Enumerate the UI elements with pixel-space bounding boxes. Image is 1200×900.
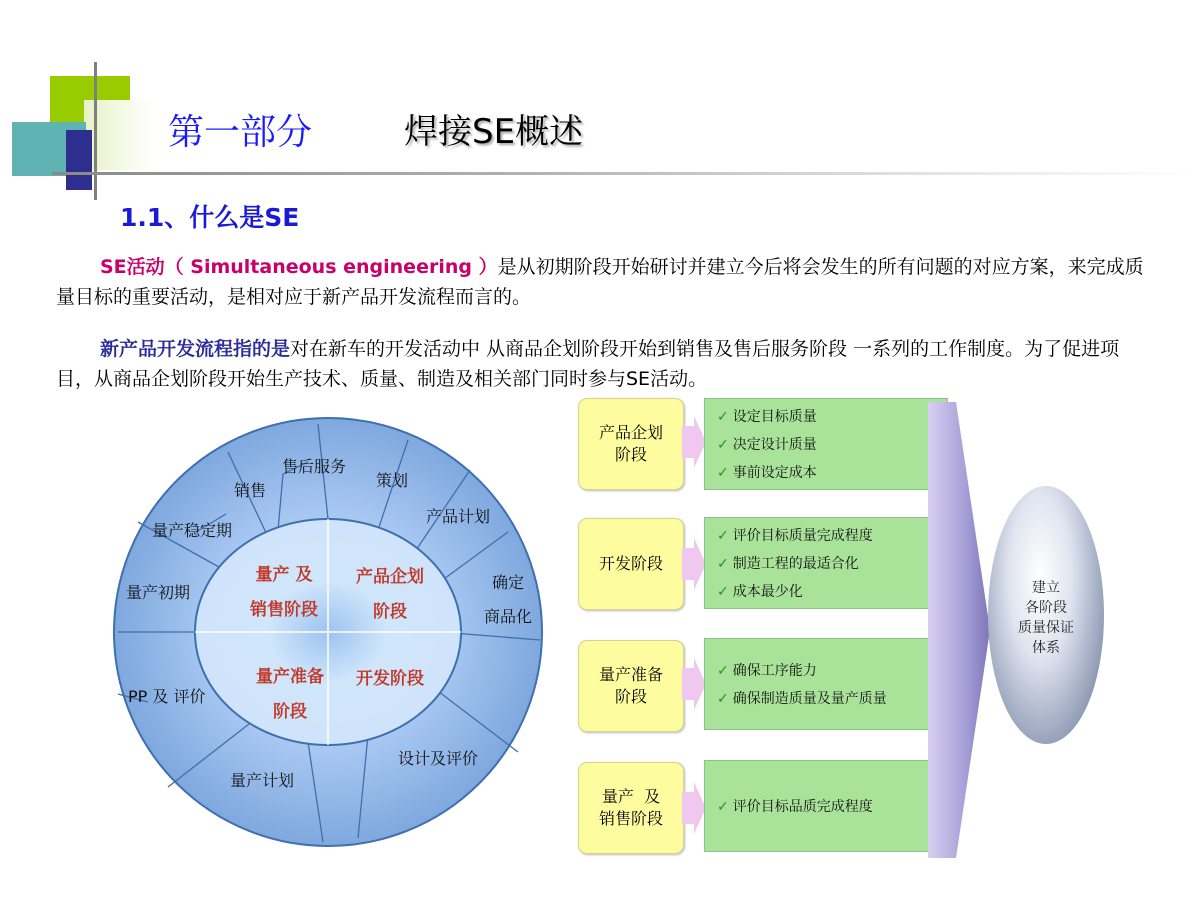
check-icon: ✓ [717, 409, 729, 425]
stage-3-items [704, 638, 948, 730]
inner-label-product-planning-line1: 产品企划 [356, 567, 424, 587]
header-horizontal-line [52, 172, 1200, 175]
check-icon: ✓ [717, 663, 729, 679]
cycle-label-early-mass: 量产初期 [126, 583, 191, 602]
stage-3-item [717, 657, 947, 685]
result-text [988, 578, 1104, 658]
stage-2-item-text: 成本最少化 [732, 584, 803, 600]
stage-1-item-text: 决定设计质量 [732, 437, 817, 453]
stage-1-name-line1: 产品企划 [598, 423, 663, 442]
process-cycle-diagram [108, 412, 548, 852]
stage-4-items [704, 760, 948, 852]
paragraph-1 [56, 252, 1146, 312]
stage-3-arrow [682, 658, 706, 710]
cycle-label-stable-mass: 量产稳定期 [152, 521, 233, 540]
stage-2-name-line1: 开发阶段 [598, 554, 663, 573]
result-line1: 建立 [1032, 580, 1060, 596]
check-icon: ✓ [717, 691, 729, 707]
inner-label-mass-prep-line1: 量产准备 [256, 667, 324, 687]
check-icon: ✓ [717, 465, 729, 481]
cycle-label-commercialize: 商品化 [484, 607, 533, 626]
stage-2-item [717, 522, 947, 550]
stage-box-mass-sales [578, 762, 684, 854]
stage-3-name-line2: 阶段 [614, 687, 647, 706]
cycle-label-planning: 策划 [376, 471, 409, 490]
stage-2-items [704, 517, 948, 609]
cycle-label-confirm: 确定 [492, 573, 525, 592]
deco-navy-block [66, 130, 92, 190]
converge-arrow [928, 400, 990, 860]
inner-label-mass-sales-line2: 销售阶段 [250, 600, 318, 620]
inner-label-mass-sales-line1: 量产 及 [255, 565, 313, 585]
inner-label-mass-prep-line2: 阶段 [273, 702, 307, 722]
result-line4: 体系 [1032, 640, 1060, 656]
paragraph-1-text: 是从初期阶段开始研讨并建立今后将会发生的所有问题的对应方案，来完成质量目标的重要活动，是相对应于新产品开发流程而言的。 [56, 256, 1144, 308]
stage-2-arrow [682, 538, 706, 590]
inner-label-mass-prep [256, 662, 324, 722]
inner-label-product-planning [356, 562, 424, 622]
check-icon: ✓ [717, 799, 729, 815]
stage-1-arrow [682, 416, 706, 468]
cycle-label-pp-eval: PP 及 评价 [128, 687, 206, 706]
stage-1-name-line2: 阶段 [614, 445, 647, 464]
check-icon: ✓ [717, 437, 729, 453]
check-icon: ✓ [717, 556, 729, 572]
stage-2-item [717, 550, 947, 578]
stage-box-product-planning [578, 398, 684, 490]
check-icon: ✓ [717, 528, 729, 544]
stage-4-name-line1: 量产 及 [601, 787, 661, 806]
result-line2: 各阶段 [1025, 600, 1067, 616]
stage-3-item [717, 685, 947, 713]
stage-4-name-line2: 销售阶段 [598, 809, 663, 828]
cycle-label-product-plan: 产品计划 [426, 507, 491, 526]
stage-1-item [717, 431, 947, 459]
header-vertical-line [94, 62, 97, 200]
result-line3: 质量保证 [1018, 620, 1074, 636]
page-title: 焊接SE概述 [404, 112, 584, 152]
stage-1-item [717, 459, 947, 487]
paragraph-2-term: 新产品开发流程指的是 [100, 338, 291, 360]
stage-1-item-text: 事前设定成本 [732, 465, 817, 481]
check-icon: ✓ [717, 584, 729, 600]
stage-4-arrow [682, 782, 706, 834]
stage-2-item-text: 制造工程的最适合化 [732, 556, 859, 572]
paragraph-1-term: SE活动（ Simultaneous engineering ） [100, 256, 498, 278]
stage-3-name-line1: 量产准备 [598, 665, 663, 684]
cycle-label-design-eval: 设计及评价 [398, 749, 479, 768]
stage-4-item [717, 793, 947, 821]
stage-box-mass-prep [578, 640, 684, 732]
stage-1-item [717, 403, 947, 431]
stage-3-item-text: 确保工序能力 [732, 663, 817, 679]
stage-3-item-text: 确保制造质量及量产质量 [732, 691, 887, 707]
paragraph-2 [56, 334, 1146, 394]
cycle-label-sales: 销售 [234, 481, 267, 500]
stage-box-development [578, 518, 684, 610]
inner-label-development: 开发阶段 [356, 669, 424, 689]
cycle-label-after-sales: 售后服务 [282, 457, 347, 476]
quality-system-oval [988, 486, 1104, 744]
inner-label-product-planning-line2: 阶段 [373, 602, 407, 622]
stage-2-item [717, 578, 947, 606]
stage-1-items [704, 398, 948, 490]
stage-2-item-text: 评价目标质量完成程度 [732, 528, 873, 544]
paragraph-2-text: 对在新车的开发活动中 从商品企划阶段开始到销售及售后服务阶段 一系列的工作制度。为了促进项目，从商品企划阶段开始生产技术、质量、制造及相关部门同时参与SE活动。 [56, 338, 1120, 390]
section-part-title: 第一部分 [168, 112, 313, 153]
stage-4-item-text: 评价目标品质完成程度 [732, 799, 873, 815]
cycle-label-mass-plan: 量产计划 [230, 771, 295, 790]
stage-1-item-text: 设定目标质量 [732, 409, 817, 425]
subheading: 1.1、什么是SE [120, 203, 300, 232]
cycle-graphic [108, 412, 548, 852]
inner-label-mass-sales [250, 560, 318, 620]
